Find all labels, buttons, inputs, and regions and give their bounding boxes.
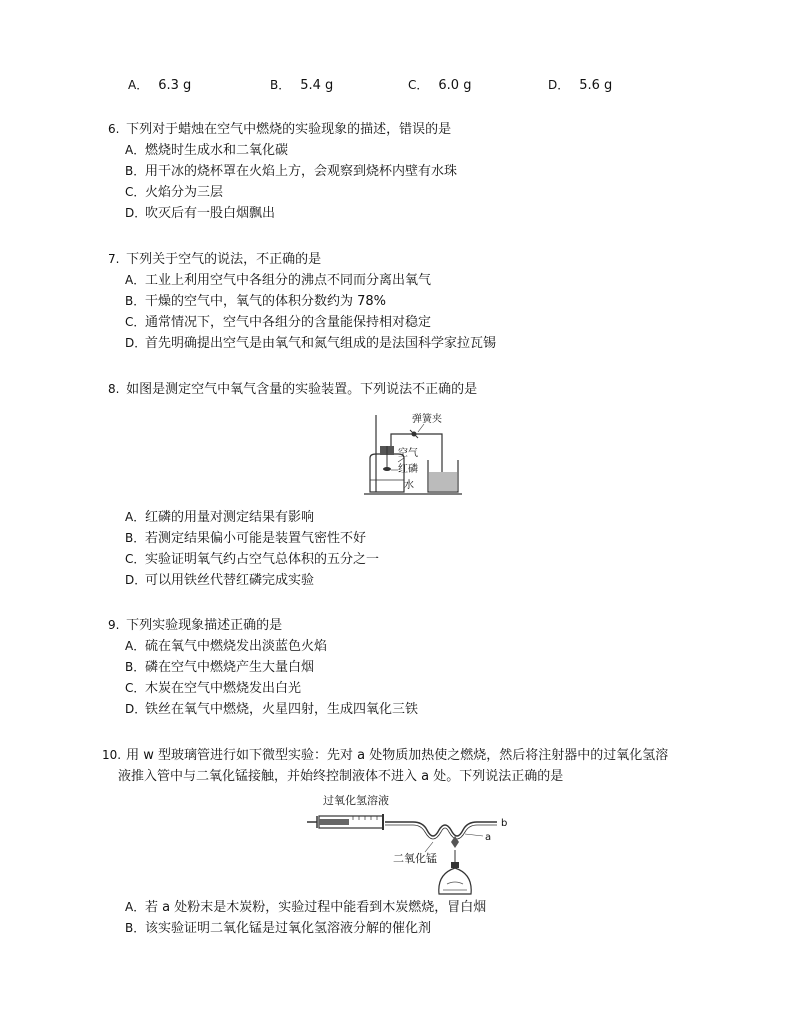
choice-c: C．火焰分为三层 [125, 185, 224, 200]
choice-a: A．红磷的用量对测定结果有影响 [125, 510, 315, 525]
question-8 [108, 379, 477, 400]
choice-a: A．工业上利用空气中各组分的沸点不同而分离出氧气 [125, 273, 432, 288]
choice-list [125, 140, 457, 224]
option-a: A． 6.3 g [128, 78, 192, 93]
choice-d: D．首先明确提出空气是由氧气和氮气组成的是法国科学家拉瓦锡 [125, 336, 497, 351]
option-c: C． 6.0 g [408, 78, 472, 93]
question-8-choices [108, 507, 379, 591]
choice-list [125, 636, 418, 720]
w-tube-micro-experiment-figure [305, 790, 515, 895]
choice-c: C．通常情况下，空气中各组分的含量能保持相对稳定 [125, 315, 432, 330]
label-water: 水 [404, 480, 414, 491]
choice-d: D．铁丝在氧气中燃烧，火星四射，生成四氧化三铁 [125, 702, 419, 717]
question-stem: 6. 下列对于蜡烛在空气中燃烧的实验现象的描述，错误的是 [108, 122, 452, 137]
choice-c: C．实验证明氧气约占空气总体积的五分之一 [125, 552, 380, 567]
question-stem: 8. 如图是测定空气中氧气含量的实验装置。下列说法不正确的是 [108, 382, 478, 397]
previous-question-options [124, 76, 684, 96]
question-stem: 9. 下列实验现象描述正确的是 [108, 618, 283, 633]
label-hydrogen-peroxide: 过氧化氢溶液 [323, 794, 389, 807]
question-10 [102, 745, 668, 787]
option-b: B． 5.4 g [270, 78, 334, 93]
choice-list [125, 897, 486, 939]
question-9 [108, 615, 418, 720]
choice-a: A．燃烧时生成水和二氧化碳 [125, 143, 289, 158]
choice-d: D．可以用铁丝代替红磷完成实验 [125, 573, 315, 588]
question-10-choices [108, 897, 486, 939]
question-stem: 10. 用 w 型玻璃管进行如下微型实验：先对 a 处物质加热使之燃烧，然后将注射器中的过氧化氢溶 [102, 748, 669, 763]
choice-b: B．若测定结果偏小可能是装置气密性不好 [125, 531, 367, 546]
choice-list [125, 270, 496, 354]
choice-b: B．磷在空气中燃烧产生大量白烟 [125, 660, 315, 675]
label-b: b [501, 818, 508, 829]
question-stem: 7. 下列关于空气的说法，不正确的是 [108, 252, 322, 267]
oxygen-measurement-apparatus-figure [358, 410, 468, 500]
choice-a: A．硫在氧气中燃烧发出淡蓝色火焰 [125, 639, 328, 654]
label-manganese-dioxide: 二氧化锰 [393, 852, 437, 865]
choice-c: C．木炭在空气中燃烧发出白光 [125, 681, 302, 696]
choice-a: A．若 a 处粉末是木炭粉，实验过程中能看到木炭燃烧，冒白烟 [125, 900, 487, 915]
choice-d: D．吹灭后有一股白烟飘出 [125, 206, 276, 221]
question-7 [108, 249, 496, 354]
label-air: 空气 [398, 448, 418, 459]
question-stem-continued: 液推入管中与二氧化锰接触，并始终控制液体不进入 a 处。下列说法正确的是 [118, 769, 564, 784]
choice-b: B．用干冰的烧杯罩在火焰上方，会观察到烧杯内壁有水珠 [125, 164, 458, 179]
question-6 [108, 119, 457, 224]
choice-list [125, 507, 379, 591]
label-red-phosphorus: 红磷 [398, 464, 418, 475]
choice-b: B．干燥的空气中，氧气的体积分数约为 78% [125, 294, 387, 309]
label-clamp: 弹簧夹 [412, 414, 442, 425]
choice-b: B．该实验证明二氧化锰是过氧化氢溶液分解的催化剂 [125, 921, 432, 936]
option-d: D． 5.6 g [548, 78, 613, 93]
label-a: a [485, 832, 492, 843]
